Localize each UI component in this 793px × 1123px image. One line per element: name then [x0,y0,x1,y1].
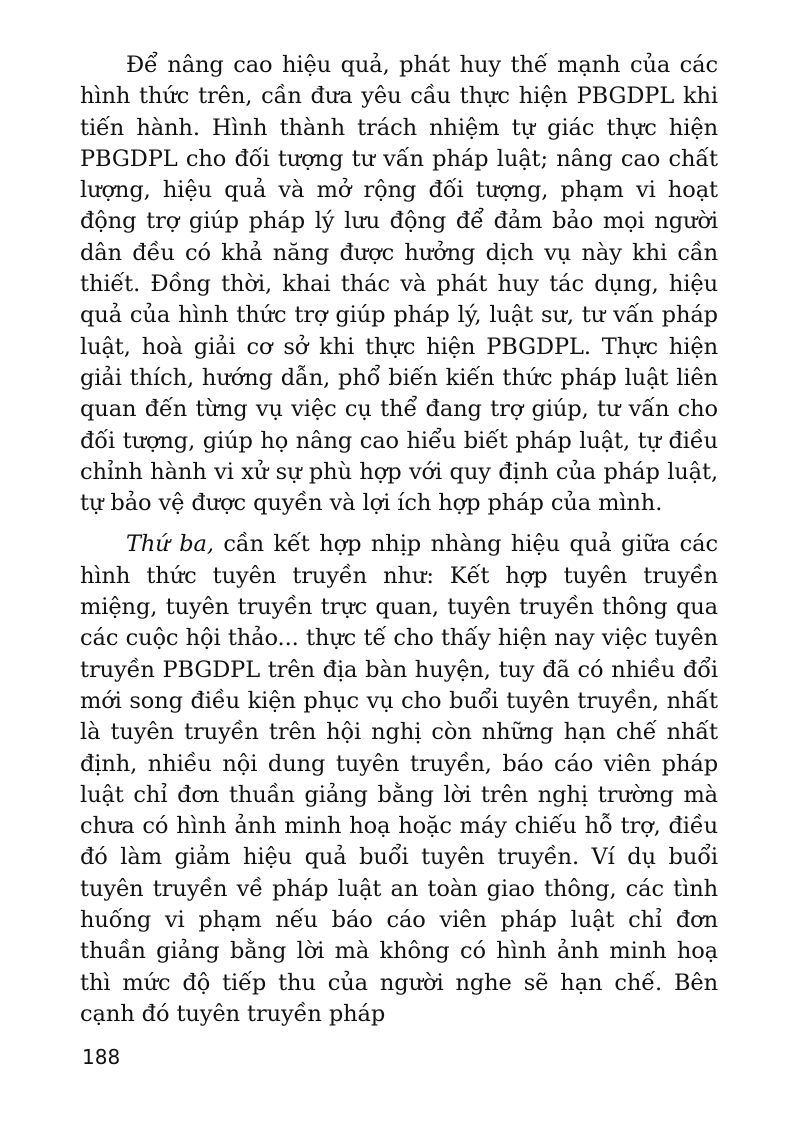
paragraph-2-text: cần kết hợp nhịp nhàng hiệu quả giữa các hình thức tuyên truyền như: Kết hợp tuyên truyền miệng, tuyên truyền trực quan, tuyên truyền thông qua các cuộc hội thảo... thực tế cho thấy hiện nay việc tuyên truyền PBGDPL trên địa bàn huyện, tuy đã có nhiều đổi mới song điều kiện phục vụ cho buổi tuyên truyền, nhất là tuyên truyền trên hội nghị còn những hạn chế nhất định, nhiều nội dung tuyên truyền, báo cáo viên pháp luật chỉ đơn thuần giảng bằng lời trên nghị trường mà chưa có hình ảnh minh hoạ hoặc máy chiếu hỗ trợ, điều đó làm giảm hiệu quả buổi tuyên truyền. Ví dụ buổi tuyên truyền về pháp luật an toàn giao thông, các tình huống vi phạm nếu báo cáo viên pháp luật chỉ đơn thuần giảng bằng lời mà không có hình ảnh minh hoạ thì mức độ tiếp thu của người nghe sẽ hạn chế. Bên cạnh đó tuyên truyền pháp [80,531,718,1027]
paragraph-1-text: Để nâng cao hiệu quả, phát huy thế mạnh của các hình thức trên, cần đưa yêu cầu thực hiện PBGDPL khi tiến hành. Hình thành trách nhiệm tự giác thực hiện PBGDPL cho đối tượng tư vấn pháp luật; nâng cao chất lượng, hiệu quả và mở rộng đối tượng, phạm vi hoạt động trợ giúp pháp lý lưu động để đảm bảo mọi người dân đều có khả năng được hưởng dịch vụ này khi cần thiết. Đồng thời, khai thác và phát huy tác dụng, hiệu quả của hình thức trợ giúp pháp lý, luật sư, tư vấn pháp luật, hoà giải cơ sở khi thực hiện PBGDPL. Thực hiện giải thích, hướng dẫn, phổ biến kiến thức pháp luật liên quan đến từng vụ việc cụ thể đang trợ giúp, tư vấn cho đối tượng, giúp họ nâng cao hiểu biết pháp luật, tự điều chỉnh hành vi xử sự phù hợp với quy định của pháp luật, tự bảo vệ được quyền và lợi ích hợp pháp của mình. [80,52,718,517]
paragraph-1 [80,50,718,519]
paragraph-2-lead: Thứ ba, [126,531,214,558]
page-number: 188 [82,1045,121,1069]
body-text [80,50,718,1030]
paragraph-2 [80,529,718,1030]
